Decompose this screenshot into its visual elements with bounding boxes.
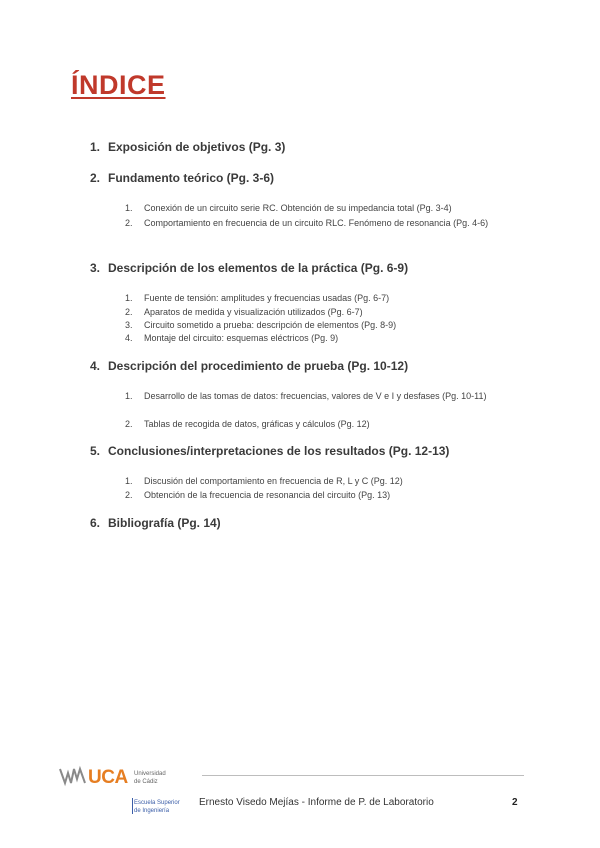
school-divider — [132, 798, 133, 814]
subitem-number: 1. — [125, 203, 133, 213]
subitem-number: 2. — [125, 419, 133, 429]
section-number: 5. — [90, 444, 101, 458]
toc-subitem — [125, 417, 530, 431]
toc-section-2 — [90, 171, 530, 185]
toc-subitem — [125, 291, 530, 305]
university-line-1: Universidad — [134, 771, 166, 777]
university-name — [134, 770, 166, 786]
section-label: Bibliografía (Pg. 14) — [108, 516, 221, 530]
toc-section-3 — [90, 261, 530, 275]
toc-subitem — [125, 331, 530, 345]
toc-section-4 — [90, 359, 530, 373]
subitem-number: 1. — [125, 476, 133, 486]
section-label: Exposición de objetivos (Pg. 3) — [108, 140, 286, 154]
section-label: Fundamento teórico (Pg. 3-6) — [108, 171, 275, 185]
toc-section-5 — [90, 444, 530, 458]
section-number: 1. — [90, 140, 101, 154]
toc-subitem — [125, 318, 530, 332]
subitem-text: Fuente de tensión: amplitudes y frecuencias usadas (Pg. 6-7) — [144, 293, 390, 303]
uca-wordmark — [88, 767, 128, 789]
section-number: 6. — [90, 516, 101, 530]
subitem-text: Desarrollo de las tomas de datos: frecuencias, valores de V e I y desfases (Pg. 10-11) — [144, 391, 487, 401]
toc-subitem — [125, 488, 530, 502]
uca-text: UCA — [88, 767, 128, 788]
subitem-number: 1. — [125, 293, 133, 303]
footer-divider — [202, 775, 524, 776]
subitem-number: 2. — [125, 490, 133, 500]
toc-section-1 — [90, 140, 530, 154]
toc-section-6 — [90, 516, 530, 530]
school-name — [134, 799, 180, 815]
toc-subitem — [125, 389, 530, 403]
subitem-text: Montaje del circuito: esquemas eléctricos (Pg. 9) — [144, 333, 339, 343]
subitem-text: Obtención de la frecuencia de resonancia del circuito (Pg. 13) — [144, 490, 391, 500]
subitem-text: Comportamiento en frecuencia de un circuito RLC. Fenómeno de resonancia (Pg. 4-6) — [144, 218, 489, 228]
subitem-text: Conexión de un circuito serie RC. Obtención de su impedancia total (Pg. 3-4) — [144, 203, 452, 213]
section-number: 4. — [90, 359, 101, 373]
section-label: Conclusiones/interpretaciones de los resultados (Pg. 12-13) — [108, 444, 450, 458]
crest-icon — [58, 765, 88, 787]
toc-subitem — [125, 216, 530, 230]
toc-subitem — [125, 201, 530, 215]
subitem-number: 2. — [125, 307, 133, 317]
subitem-text: Discusión del comportamiento en frecuencia de R, L y C (Pg. 12) — [144, 476, 403, 486]
subitem-number: 1. — [125, 391, 133, 401]
subitem-text: Tablas de recogida de datos, gráficas y cálculos (Pg. 12) — [144, 419, 370, 429]
toc-subitem — [125, 305, 530, 319]
uca-logo — [58, 765, 188, 815]
university-line-2: de Cádiz — [134, 779, 158, 785]
subitem-number: 4. — [125, 333, 133, 343]
subitem-text: Aparatos de medida y visualización utilizados (Pg. 6-7) — [144, 307, 363, 317]
subitem-number: 3. — [125, 320, 133, 330]
subitem-number: 2. — [125, 218, 133, 228]
page-number: 2 — [512, 797, 518, 808]
school-line-2: de Ingeniería — [134, 808, 170, 814]
section-label: Descripción del procedimiento de prueba (Pg. 10-12) — [108, 359, 409, 373]
school-line-1: Escuela Superior — [134, 800, 180, 806]
footer-author: Ernesto Visedo Mejías - Informe de P. de Laboratorio — [199, 797, 434, 808]
page-title: ÍNDICE — [71, 70, 166, 100]
section-number: 2. — [90, 171, 101, 185]
section-label: Descripción de los elementos de la práctica (Pg. 6-9) — [108, 261, 409, 275]
subitem-text: Circuito sometido a prueba: descripción de elementos (Pg. 8-9) — [144, 320, 397, 330]
section-number: 3. — [90, 261, 101, 275]
toc-subitem — [125, 474, 530, 488]
